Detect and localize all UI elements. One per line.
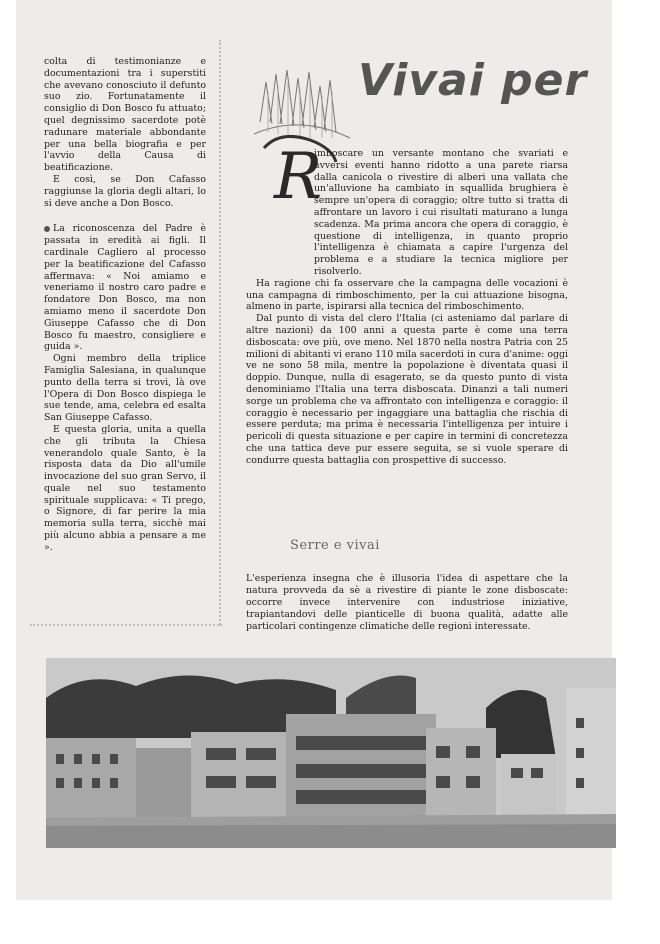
left-paragraph-1: colta di testimonianze e documentazioni tra i superstiti che avevano conosciuto il defunto suo zio. Fortunatamente il consiglio di Don Bosco fu attuato; quel degnissimo sacerdote potè radunare materiale abbondante per una bella biografia e per l'avvio della Causa di beatificazione. — [44, 56, 206, 174]
left-paragraph-2: E così, se Don Cafasso raggiunse la gloria degli altari, lo si deve anche a Don Bosco. — [44, 173, 206, 209]
seminary-building-photo — [46, 658, 616, 848]
left-paragraph-4: Ogni membro della triplice Famiglia Salesiana, in qualunque punto della terra si trovi, là ove l'Opera di Don Bosco dispiega le sue tende, ama, celebra ed esalta San Giuseppe Cafasso. — [44, 353, 206, 424]
page-margin — [612, 0, 660, 944]
article-paragraph-1: imboscare un versante montano che svariati e avversi eventi hanno ridotto a una parete riarsa dalla canicola o rivestire di alberi una vallata che un'alluvione ha cambiato in squallida brughiera è sempre un'opera di coraggio; oltre tutto si tratta di affrontare un lavoro i cui risultati maturano a lunga scadenza. Ma prima ancora che opera di coraggio, è questione di intelligenza, in quanto proprio l'intelligenza è chiamata a capire l'urgenza del problema e a studiare la tecnica migliore per risolverlo. — [314, 148, 568, 277]
column-divider — [219, 40, 221, 625]
column-end-rule — [30, 624, 222, 626]
article-title: Vivai per — [358, 55, 588, 106]
left-paragraph-5: E questa gloria, unita a quella che gli tributa la Chiesa venerandolo quale Santo, è la risposta data da Dio all'umile invocazione del suo gran Servo, il quale nel suo testamento spirituale supplicava: « Ti prego, o Signore, di far perire la mia memoria sulla terra, sicchè mai più alcuno abbia a pensare a me ». — [44, 423, 206, 553]
article-body — [246, 148, 568, 467]
section-body — [246, 564, 568, 642]
drop-cap: R — [274, 140, 323, 202]
page-bottom-margin — [16, 900, 612, 944]
section-paragraph-1: L'esperienza insegna che è illusoria l'idea di aspettare che la natura provveda da sè a rivestire di piante le zone disboscate: occorre invece intervenire con industriose iniziative, trapiantandovi delle pianticelle di buona qualità, adatte alle particolari contingenze climatiche delle regioni interessate. — [246, 573, 568, 632]
left-column — [44, 56, 206, 554]
section-heading: Serre e vivai — [290, 538, 380, 553]
left-paragraph-3: La riconoscenza del Padre è passata in eredità ai figli. Il cardinale Cagliero al processo per la beatificazione del Cafasso affermava: « Noi amiamo e veneriamo il nostro caro padre e fondatore Don Bosco, ma non amiamo meno il sacerdote Don Giuseppe Cafasso che di Don Bosco fu maestro, consigliere e guida ». — [44, 223, 206, 353]
article-paragraph-3: Dal punto di vista del clero l'Italia (ci asteniamo dal parlare di altre nazioni) da 100 anni a questa parte è come una terra disboscata: ove più, ove meno. Nel 1870 nella nostra Patria con 25 milioni di abitanti vi erano 110 mila sacerdoti in cura d'anime: oggi ve ne sono 58 mila, mentre la popolazione è diventata quasi il doppio. Dunque, nulla di esagerato, se da questo punto di vista denominiamo l'Italia una terra disboscata. Dinanzi a tali numeri sorge un problema che va affrontato con intelligenza e coraggio: il coraggio è necessario per ingaggiare una battaglia che rischia di essere perduta; ma prima è necessaria l'intelligenza per intuire i pericoli di questa situazione e per capire in termini di concretezza che una tattica deve pur essere seguita, se si vuole sperare di condurre questa battaglia con prospettive di successo. — [246, 313, 568, 466]
article-paragraph-2: Ha ragione chi fa osservare che la campagna delle vocazioni è una campagna di rimboschimento, per la cui attuazione bisogna, almeno in parte, ispirarsi alla tecnica del rimboschimento. — [246, 277, 568, 313]
bullet-icon — [44, 226, 50, 232]
